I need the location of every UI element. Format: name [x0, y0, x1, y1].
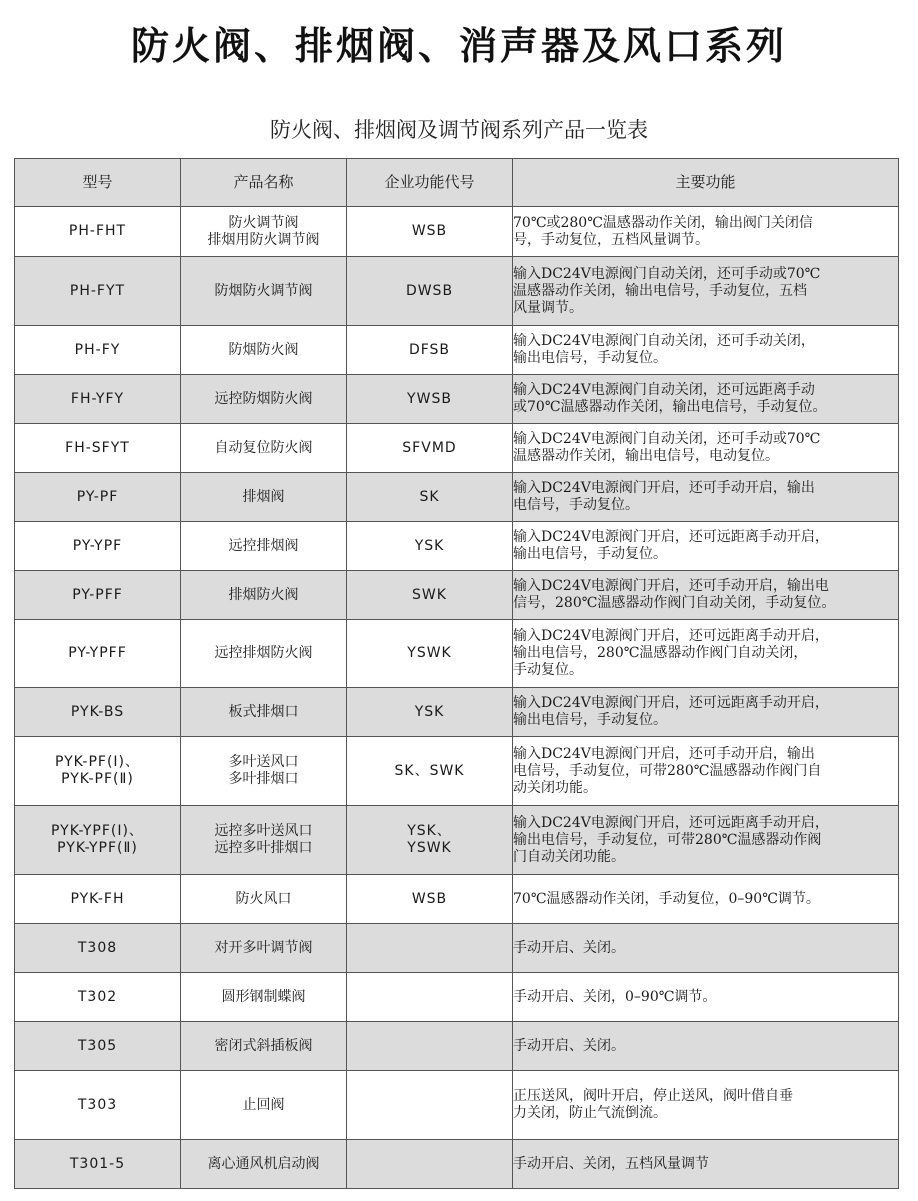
cell-main-function: 输入DC24V电源阀门开启，还可手动开启，输出电 信号，280℃温感器动作阀门自动关闭，手动复位。: [513, 571, 899, 620]
cell-function-code: WSB: [347, 875, 513, 924]
table-row: [15, 522, 899, 571]
cell-function-code: [347, 1140, 513, 1189]
cell-main-function: 输入DC24V电源阀门自动关闭，还可手动或70℃ 温感器动作关闭，输出电信号，电动复位。: [513, 424, 899, 473]
cell-model: FH-SFYT: [15, 424, 181, 473]
cell-product-name: 防烟防火调节阀: [181, 257, 347, 326]
cell-main-function: 输入DC24V电源阀门自动关闭，还可远距离手动 或70℃温感器动作关闭，输出电信号，手动复位。: [513, 375, 899, 424]
cell-main-function: 手动开启、关闭。: [513, 1022, 899, 1071]
cell-product-name: 对开多叶调节阀: [181, 924, 347, 973]
cell-product-name: 远控排烟阀: [181, 522, 347, 571]
header-model: 型号: [15, 159, 181, 207]
table-row: [15, 1071, 899, 1140]
cell-product-name: 防火调节阀 排烟用防火调节阀: [181, 207, 347, 257]
table-row: [15, 875, 899, 924]
cell-main-function: 输入DC24V电源阀门开启，还可远距离手动开启， 输出电信号，手动复位。: [513, 688, 899, 737]
cell-function-code: SK: [347, 473, 513, 522]
header-main-function: 主要功能: [513, 159, 899, 207]
table-row: [15, 571, 899, 620]
cell-function-code: [347, 973, 513, 1022]
cell-model: PYK-FH: [15, 875, 181, 924]
table-row: [15, 326, 899, 375]
cell-product-name: 止回阀: [181, 1071, 347, 1140]
table-title: 防火阀、排烟阀及调节阀系列产品一览表: [270, 118, 648, 142]
table-row: [15, 620, 899, 688]
table-row: [15, 473, 899, 522]
cell-main-function: 输入DC24V电源阀门开启，还可手动开启，输出 电信号，手动复位。: [513, 473, 899, 522]
cell-model: PH-FHT: [15, 207, 181, 257]
table-row: [15, 1140, 899, 1189]
table-row: [15, 1022, 899, 1071]
cell-main-function: 输入DC24V电源阀门开启，还可远距离手动开启， 输出电信号，手动复位。: [513, 522, 899, 571]
cell-model: PYK-BS: [15, 688, 181, 737]
table-row: [15, 424, 899, 473]
cell-main-function: 输入DC24V电源阀门开启，还可远距离手动开启， 输出电信号，280℃温感器动作阀门自动关闭， 手动复位。: [513, 620, 899, 688]
table-header-row: [15, 159, 899, 207]
cell-function-code: SK、SWK: [347, 737, 513, 806]
cell-product-name: 多叶送风口 多叶排烟口: [181, 737, 347, 806]
cell-main-function: 手动开启、关闭。: [513, 924, 899, 973]
table-row: [15, 257, 899, 326]
table-row: [15, 737, 899, 806]
cell-function-code: YSK: [347, 688, 513, 737]
cell-function-code: YSK、 YSWK: [347, 806, 513, 875]
cell-product-name: 防烟防火阀: [181, 326, 347, 375]
cell-function-code: [347, 1071, 513, 1140]
cell-product-name: 远控排烟防火阀: [181, 620, 347, 688]
cell-main-function: 手动开启、关闭，0–90℃调节。: [513, 973, 899, 1022]
page-title: 防火阀、排烟阀、消声器及风口系列: [130, 24, 787, 68]
header-product-name: 产品名称: [181, 159, 347, 207]
product-table: [14, 158, 899, 1189]
cell-model: FH-YFY: [15, 375, 181, 424]
cell-main-function: 输入DC24V电源阀门开启，还可远距离手动开启， 输出电信号，手动复位，可带280℃温感器动作阀 门自动关闭功能。: [513, 806, 899, 875]
cell-main-function: 正压送风，阀叶开启，停止送风，阀叶借自垂 力关闭，防止气流倒流。: [513, 1071, 899, 1140]
cell-product-name: 离心通风机启动阀: [181, 1140, 347, 1189]
cell-function-code: WSB: [347, 207, 513, 257]
cell-model: PY-YPFF: [15, 620, 181, 688]
header-function-code: 企业功能代号: [347, 159, 513, 207]
table-row: [15, 207, 899, 257]
cell-model: PYK-PF(Ⅰ)、 PYK-PF(Ⅱ): [15, 737, 181, 806]
cell-function-code: [347, 924, 513, 973]
table-row: [15, 973, 899, 1022]
cell-model: PY-PFF: [15, 571, 181, 620]
cell-main-function: 输入DC24V电源阀门自动关闭，还可手动关闭， 输出电信号，手动复位。: [513, 326, 899, 375]
cell-function-code: YSWK: [347, 620, 513, 688]
cell-model: T301-5: [15, 1140, 181, 1189]
cell-product-name: 排烟阀: [181, 473, 347, 522]
cell-function-code: [347, 1022, 513, 1071]
cell-product-name: 圆形钢制蝶阀: [181, 973, 347, 1022]
cell-main-function: 输入DC24V电源阀门开启，还可手动开启，输出 电信号，手动复位，可带280℃温感器动作阀门自 动关闭功能。: [513, 737, 899, 806]
cell-model: PYK-YPF(Ⅰ)、 PYK-YPF(Ⅱ): [15, 806, 181, 875]
cell-main-function: 70℃温感器动作关闭，手动复位，0–90℃调节。: [513, 875, 899, 924]
cell-model: T302: [15, 973, 181, 1022]
cell-main-function: 手动开启、关闭，五档风量调节: [513, 1140, 899, 1189]
cell-model: T308: [15, 924, 181, 973]
table-row: [15, 688, 899, 737]
table-row: [15, 806, 899, 875]
cell-product-name: 排烟防火阀: [181, 571, 347, 620]
cell-product-name: 防火风口: [181, 875, 347, 924]
cell-function-code: DFSB: [347, 326, 513, 375]
cell-product-name: 密闭式斜插板阀: [181, 1022, 347, 1071]
cell-model: T305: [15, 1022, 181, 1071]
cell-model: T303: [15, 1071, 181, 1140]
cell-function-code: SFVMD: [347, 424, 513, 473]
cell-function-code: DWSB: [347, 257, 513, 326]
table-row: [15, 375, 899, 424]
cell-main-function: 70℃或280℃温感器动作关闭，输出阀门关闭信 号，手动复位，五档风量调节。: [513, 207, 899, 257]
cell-product-name: 远控多叶送风口 远控多叶排烟口: [181, 806, 347, 875]
cell-product-name: 板式排烟口: [181, 688, 347, 737]
cell-product-name: 自动复位防火阀: [181, 424, 347, 473]
table-row: [15, 924, 899, 973]
cell-model: PY-PF: [15, 473, 181, 522]
cell-model: PY-YPF: [15, 522, 181, 571]
cell-function-code: YWSB: [347, 375, 513, 424]
cell-product-name: 远控防烟防火阀: [181, 375, 347, 424]
cell-model: PH-FYT: [15, 257, 181, 326]
cell-main-function: 输入DC24V电源阀门自动关闭，还可手动或70℃ 温感器动作关闭，输出电信号，手动复位，五档 风量调节。: [513, 257, 899, 326]
cell-model: PH-FY: [15, 326, 181, 375]
cell-function-code: SWK: [347, 571, 513, 620]
cell-function-code: YSK: [347, 522, 513, 571]
